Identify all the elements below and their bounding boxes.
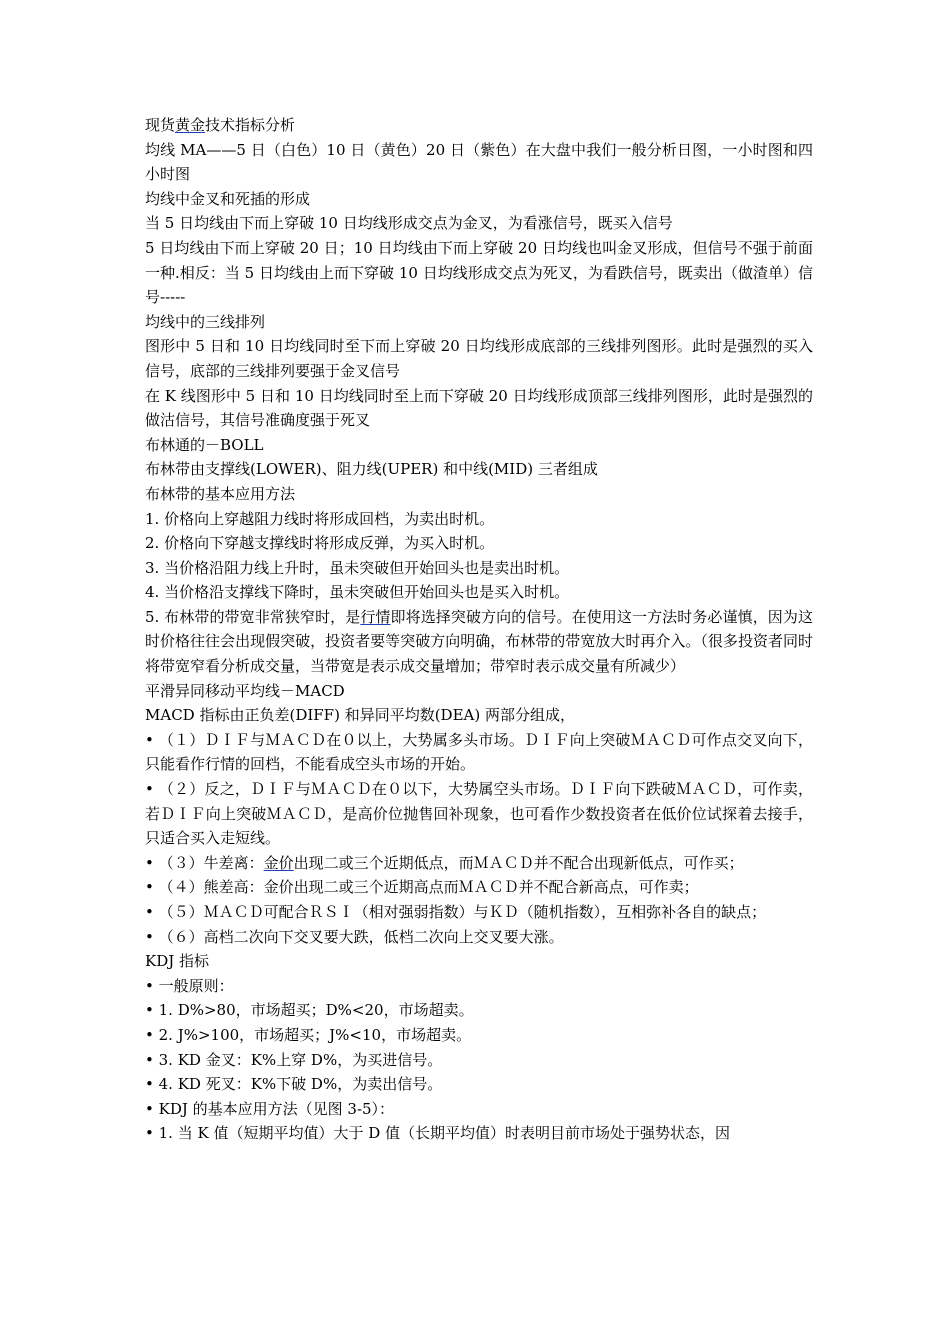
bullet-item: • （２）反之，ＤＩＦ与ＭＡＣＤ在０以下，大势属空头市场。ＤＩＦ向下跌破ＭＡＣＤ，可作卖，若ＤＩＦ向上突破ＭＡＣＤ，是高价位抛售回补现象，也可看作少数投资者在低价位试探着去接手，只适合买入走短线。 — [145, 780, 813, 848]
item3-suffix: 出现二或三个近期低点，而ＭＡＣＤ并不配合出现新低点，可作买； — [293, 853, 744, 872]
bullet-item: • 1. D%>80，市场超买；D%<20，市场超卖。 — [145, 1001, 474, 1020]
bullet-item: • 2. J%>100，市场超买；J%<10，市场超卖。 — [145, 1025, 472, 1044]
document-body — [145, 113, 813, 1146]
bullet-item: • 3. KD 金叉：K%上穿 D%，为买进信号。 — [145, 1050, 443, 1069]
section-heading: 均线中金叉和死插的形成 — [145, 189, 311, 208]
bullet-item: • （４）熊差高：金价出现二或三个近期高点而ＭＡＣＤ并不配合新高点，可作卖； — [145, 878, 699, 897]
list-item — [145, 605, 813, 679]
bullet-item: • KDJ 的基本应用方法（见图 3-5）： — [145, 1099, 395, 1118]
list-item: 1. 价格向上穿越阻力线时将形成回档，为卖出时机。 — [145, 509, 495, 528]
section-heading: 均线中的三线排列 — [145, 312, 266, 331]
paragraph: 当 5 日均线由下而上穿破 10 日均线形成交点为金叉，为看涨信号，既买入信号 — [145, 214, 673, 233]
item3-prefix: • （３）牛差离： — [145, 853, 264, 872]
list-item: 4. 当价格沿支撑线下降时，虽未突破但开始回头也是买入时机。 — [145, 583, 570, 602]
paragraph: 图形中 5 日和 10 日均线同时至下而上穿破 20 日均线形成底部的三线排列图形。此时是强烈的买入信号，底部的三线排列要强于金叉信号 — [145, 337, 813, 380]
list-item: 2. 价格向下穿越支撑线时将形成反弹，为买入时机。 — [145, 534, 495, 553]
bullet-item: • 4. KD 死叉：K%下破 D%，为卖出信号。 — [145, 1075, 443, 1094]
document-title — [145, 113, 813, 138]
paragraph: 在 K 线图形中 5 日和 10 日均线同时至上而下穿破 20 日均线形成顶部三线排列图形，此时是强烈的做沽信号，其信号准确度强于死叉 — [145, 386, 813, 430]
bullet-item: • （１）ＤＩＦ与ＭＡＣＤ在０以上，大势属多头市场。ＤＩＦ向上突破ＭＡＣＤ可作点交叉向下，只能看作行情的回档，不能看成空头市场的开始。 — [145, 730, 813, 774]
item5-suffix: 即将选择突破方向的信号。在使用这一方法时务必谨慎，因为这时价格往往会出现假突破，投资者要等突破方向明确，布林带的带宽放大时再介入。（很多投资者同时将带宽窄看分析成交量，当带宽是表示成交量增加；带窄时表示成交量有所减少） — [145, 607, 813, 676]
paragraph: MACD 指标由正负差(DIFF) 和异同平均数(DEA) 两部分组成， — [145, 706, 575, 725]
section-heading: 布林带的基本应用方法 — [145, 484, 296, 503]
section-heading: KDJ 指标 — [145, 952, 210, 971]
bullet-item: • 一般原则： — [145, 976, 234, 995]
paragraph: 5 日均线由下而上穿破 20 日；10 日均线由下而上穿破 20 日均线也叫金叉形成，但信号不强于前面一种.相反：当 5 日均线由上而下穿破 10 日均线形成交点为死叉，为看跌信号，既卖出（做渣单）信号----- — [145, 238, 813, 307]
section-heading: 布林通的－BOLL — [145, 435, 264, 454]
gold-link[interactable]: 黄金 — [175, 116, 206, 134]
bullet-item: • （６）高档二次向下交叉要大跌，低档二次向上交叉要大涨。 — [145, 927, 564, 946]
market-link[interactable]: 行情 — [360, 607, 391, 626]
paragraph: 均线 MA——5 日（白色）10 日（黄色）20 日（紫色）在大盘中我们一般分析日图，一小时图和四小时图 — [145, 140, 813, 184]
bullet-item: • 1. 当 K 值（短期平均值）大于 D 值（长期平均值）时表明目前市场处于强势状态，因 — [145, 1124, 731, 1143]
section-heading: 平滑异同移动平均线－MACD — [145, 681, 345, 700]
bullet-item: • （５）ＭＡＣＤ可配合ＲＳＩ（相对强弱指数）与ＫＤ（随机指数），互相弥补各自的缺点； — [145, 903, 767, 921]
title-suffix: 技术指标分析 — [205, 116, 296, 134]
paragraph: 布林带由支撑线(LOWER)、阻力线(UPER) 和中线(MID) 三者组成 — [145, 460, 598, 479]
item5-prefix: 5. 布林带的带宽非常狭窄时，是 — [145, 607, 361, 626]
bullet-item — [145, 851, 813, 876]
list-item: 3. 当价格沿阻力线上升时，虽未突破但开始回头也是卖出时机。 — [145, 558, 570, 577]
gold-price-link[interactable]: 金价 — [263, 853, 294, 872]
title-prefix: 现货 — [145, 116, 176, 134]
